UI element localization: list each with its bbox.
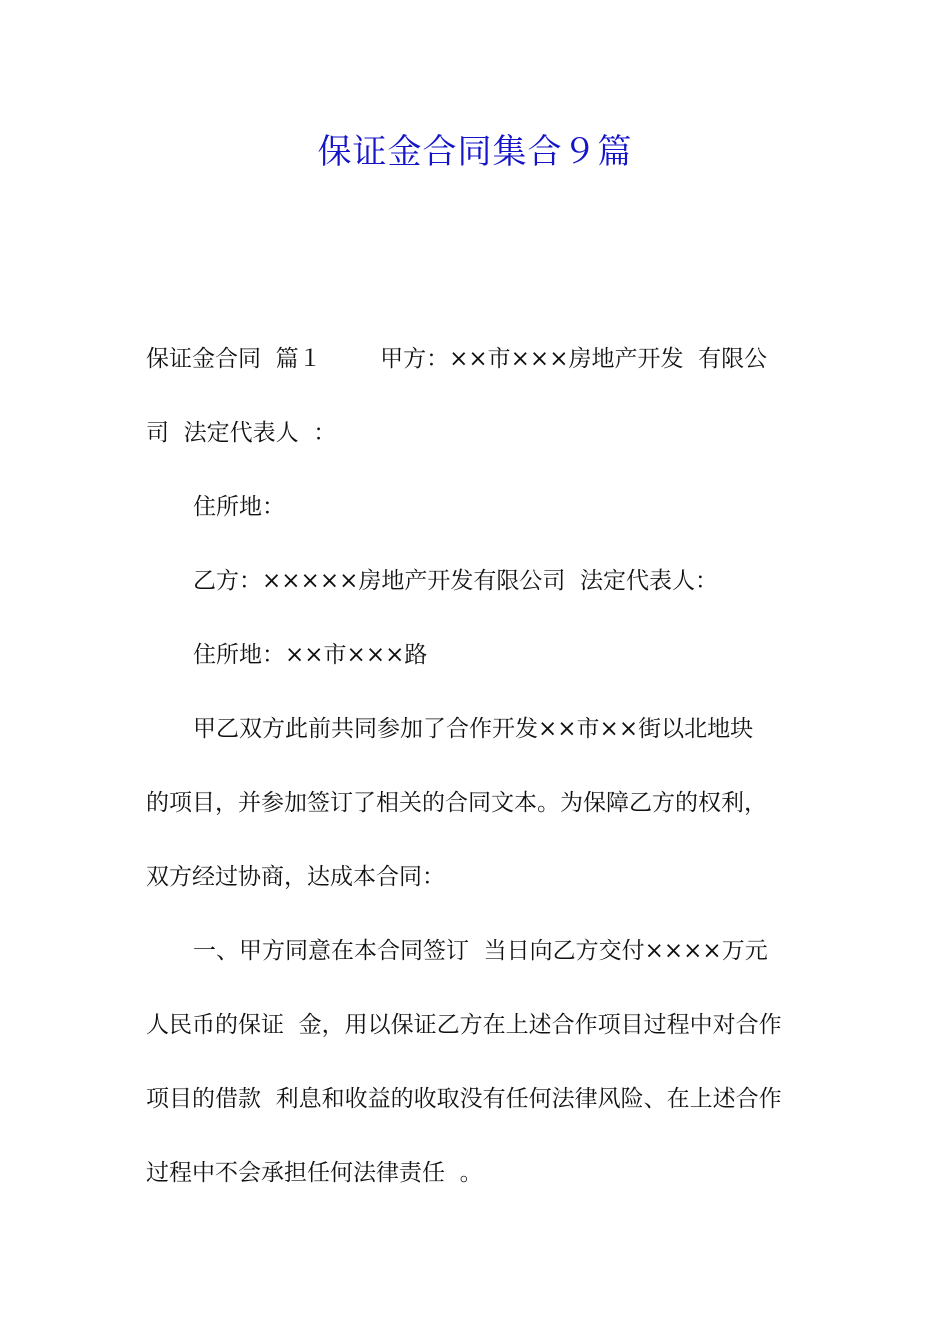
body-line: 过程中不会承担任何法律责任 。 <box>146 1160 483 1186</box>
body-line: 一、甲方同意在本合同签订 当日向乙方交付××××万元 <box>193 938 768 964</box>
body-line: 项目的借款 利息和收益的收取没有任何法律风险、在上述合作 <box>146 1086 782 1112</box>
body-line: 司 法定代表人 ： <box>146 420 337 446</box>
body-line: 双方经过协商，达成本合同： <box>146 864 445 890</box>
body-line: 乙方：×××××房地产开发有限公司 法定代表人： <box>193 568 718 594</box>
body-line: 住所地： <box>193 494 285 520</box>
body-line: 人民币的保证 金，用以保证乙方在上述合作项目过程中对合作 <box>146 1012 782 1038</box>
body-line: 的项目，并参加签订了相关的合同文本。为保障乙方的权利， <box>146 790 767 816</box>
body-line: 保证金合同 篇１ 甲方：××市×××房地产开发 有限公 <box>146 346 768 372</box>
document-title: 保证金合同集合９篇 <box>317 132 633 172</box>
body-line: 甲乙双方此前共同参加了合作开发××市××街以北地块 <box>193 716 754 742</box>
document-body <box>146 334 810 1222</box>
body-line: 住所地：××市×××路 <box>193 642 428 668</box>
